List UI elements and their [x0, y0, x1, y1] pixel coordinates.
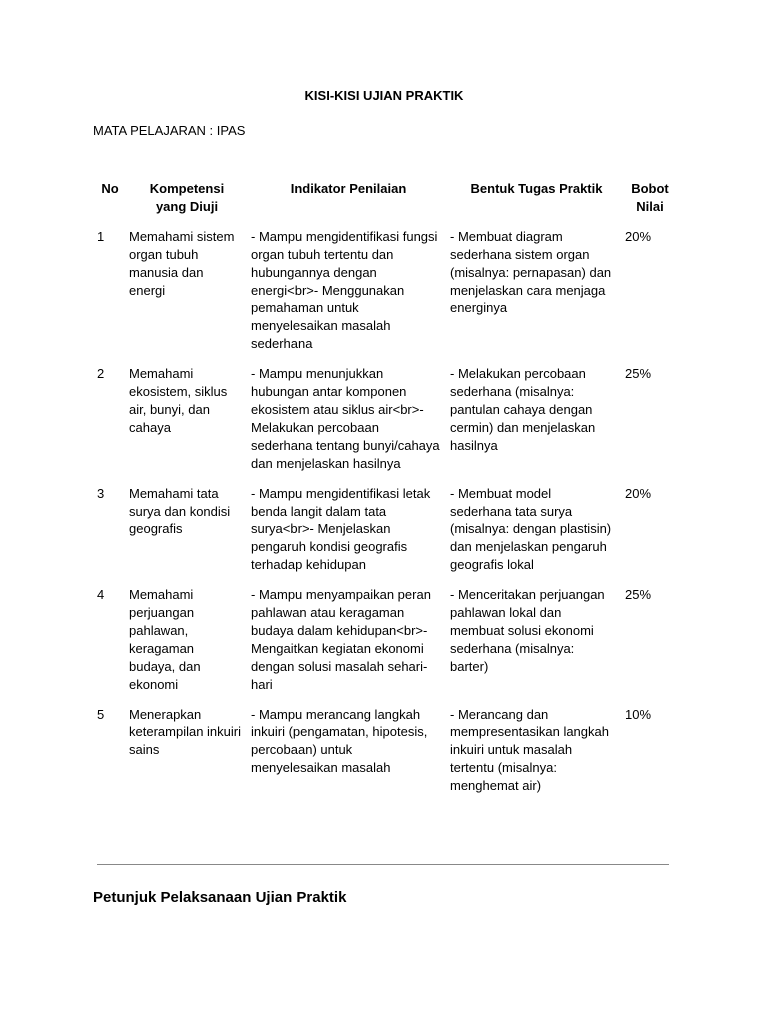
- cell-no: 2: [97, 366, 105, 382]
- cell-bentuk: - Melakukan percobaan sederhana (misalnya: pantulan cahaya dengan cermin) dan menjelaskan hasilnya: [450, 366, 596, 453]
- header-bentuk: Bentuk Tugas Praktik: [470, 181, 603, 196]
- section-heading: Petunjuk Pelaksanaan Ujian Praktik: [93, 889, 347, 906]
- cell-bobot: 20%: [625, 228, 652, 244]
- table-header-row: [93, 180, 673, 228]
- cell-bentuk: - Merancang dan mempresentasikan langkah inkuiri untuk masalah tertentu (misalnya: menghemat air): [450, 706, 609, 794]
- cell-indikator: - Mampu merancang langkah inkuiri (pengamatan, hipotesis, percobaan) untuk menyelesaikan masalah: [251, 706, 428, 776]
- grid-table: [93, 180, 673, 807]
- cell-kompetensi: Memahami perjuangan pahlawan, keragaman budaya, dan ekonomi: [129, 587, 201, 692]
- cell-bobot: 10%: [625, 706, 652, 722]
- cell-indikator: - Mampu mengidentifikasi letak benda langit dalam tata surya<br>- Menjelaskan pengaruh kondisi geografis terhadap kehidupan: [251, 485, 431, 573]
- cell-kompetensi: Memahami sistem organ tubuh manusia dan energi: [129, 228, 235, 298]
- cell-indikator: - Mampu menunjukkan hubungan antar komponen ekosistem atau siklus air<br>- Melakukan percobaan sederhana tentang bunyi/cahaya dan menjelaskan hasilnya: [251, 366, 440, 471]
- header-indikator: Indikator Penilaian: [290, 181, 407, 196]
- assessment-grid-table: [93, 180, 673, 807]
- cell-bobot: 20%: [625, 485, 652, 501]
- cell-kompetensi: Memahami ekosistem, siklus air, bunyi, dan cahaya: [129, 366, 228, 435]
- horizontal-divider: [97, 864, 669, 865]
- header-no: No: [101, 181, 119, 196]
- table-row: [93, 586, 673, 705]
- cell-bentuk: - Membuat diagram sederhana sistem organ (misalnya: pernapasan) dan menjelaskan cara menjaga energinya: [450, 228, 612, 316]
- cell-bobot: 25%: [625, 366, 652, 382]
- cell-bentuk: - Membuat model sederhana tata surya (misalnya: dengan plastisin) dan menjelaskan pengaruh geografis lokal: [450, 485, 612, 573]
- table-row: [93, 365, 673, 484]
- cell-indikator: - Mampu mengidentifikasi fungsi organ tubuh tertentu dan hubungannya dengan energi<br>- Menggunakan pemahaman untuk menyelesaikan masalah sederhana: [251, 228, 438, 352]
- cell-no: 1: [97, 228, 105, 244]
- subject-line: MATA PELAJARAN : IPAS: [93, 123, 246, 138]
- document-title: KISI-KISI UJIAN PRAKTIK: [304, 88, 464, 103]
- header-kompetensi: Kompetensi yang Diuji: [149, 181, 225, 214]
- table-row: [93, 706, 673, 808]
- cell-indikator: - Mampu menyampaikan peran pahlawan atau keragaman budaya dalam kehidupan<br>- Mengaitkan kegiatan ekonomi dengan solusi masalah sehari-hari: [251, 587, 431, 692]
- cell-no: 5: [97, 706, 105, 722]
- cell-kompetensi: Menerapkan keterampilan inkuiri sains: [129, 706, 241, 758]
- cell-no: 4: [97, 587, 105, 603]
- cell-kompetensi: Memahami tata surya dan kondisi geografis: [129, 485, 231, 537]
- cell-bobot: 25%: [625, 587, 652, 603]
- cell-bentuk: - Menceritakan perjuangan pahlawan lokal dan membuat solusi ekonomi sederhana (misalnya: barter): [450, 587, 605, 674]
- header-bobot: Bobot Nilai: [631, 181, 669, 214]
- table-row: [93, 485, 673, 587]
- cell-no: 3: [97, 485, 105, 501]
- table-row: [93, 228, 673, 365]
